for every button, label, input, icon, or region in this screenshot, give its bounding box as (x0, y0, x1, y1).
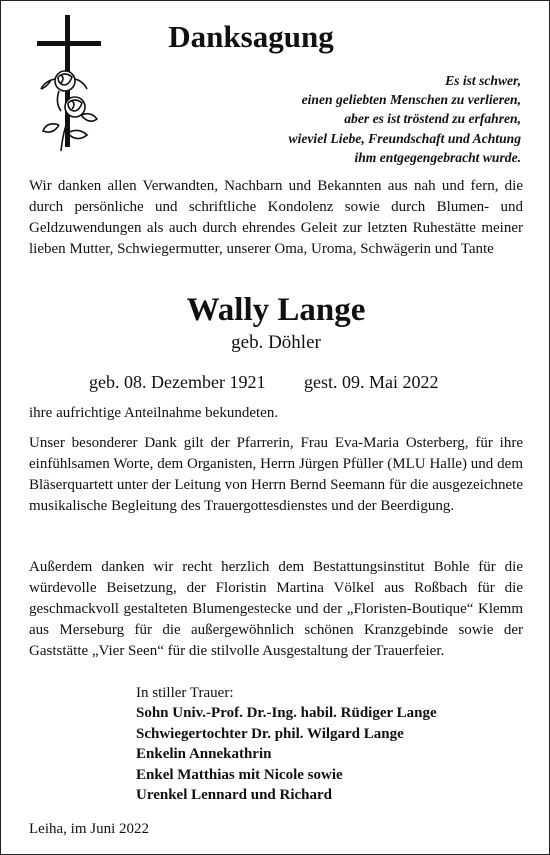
maiden-name: geb. Döhler (231, 332, 321, 353)
birth-date: geb. 08. Dezember 1921 (89, 372, 266, 392)
thanks-paragraph-services: Außerdem danken wir recht herzlich dem Bestattungsinstitut Bohle für die würdevolle Beisetzung, der Floristin Martina Völkel aus Roßbach für die geschmackvoll gestalteten Blumengestecke und der „Floristen-Boutique“ Klemm aus Merseburg für die außergewöhnlich schönen Kranzgebinde sowie der Gaststätte „Vier Seen“ für die stilvolle Ausgestaltung der Trauerfeier. (29, 559, 523, 659)
deceased-name: Wally Lange (186, 292, 366, 328)
quote-line: einen geliebten Menschen zu verlieren, (301, 92, 521, 108)
condolence-line: ihre aufrichtige Anteilnahme bekundeten. (29, 405, 279, 421)
quote-line: aber es ist tröstend zu erfahren, (344, 111, 521, 127)
mourner: Schwiegertochter Dr. phil. Wilgard Lange (136, 725, 404, 742)
cross-with-roses-icon (31, 15, 109, 155)
quote-line: Es ist schwer, (445, 73, 521, 88)
notice-title: Danksagung (168, 19, 334, 54)
death-date: gest. 09. Mai 2022 (304, 372, 439, 392)
quote-line: ihm entgegengebracht wurde. (354, 149, 521, 165)
mourning-label: In stiller Trauer: (136, 685, 234, 701)
mourners-list (136, 703, 437, 806)
mourner: Enkel Matthias mit Nicole sowie (136, 766, 343, 783)
quote (161, 71, 521, 167)
mourner: Enkelin Annekathrin (136, 746, 272, 762)
place-and-date: Leiha, im Juni 2022 (29, 821, 149, 837)
intro-paragraph: Wir danken allen Verwandten, Nachbarn und Bekannten aus nah und fern, die durch persönliche und schriftliche Kondolenz sowie durch Blumen- und Geldzuwendungen als auch durch ehrendes Geleit zur letzten Ruhestätte meiner lieben Mutter, Schwiegermutter, unserer Oma, Uroma, Schwägerin und Tante (29, 178, 523, 257)
mourner: Sohn Univ.-Prof. Dr.-Ing. habil. Rüdiger Lange (136, 705, 437, 721)
quote-line: wieviel Liebe, Freundschaft und Achtung (288, 130, 521, 146)
thanks-paragraph-clergy: Unser besonderer Dank gilt der Pfarrerin, Frau Eva-Maria Osterberg, für ihre einfühlsamen Worte, dem Organisten, Herrn Jürgen Pfüller (MLU Halle) und dem Bläserquartett unter der Leitung von Herrn Bernd Seemann für die ausgezeichnete musikalische Begleitung des Trauergottesdienstes und der Beerdigung. (29, 435, 523, 514)
mourner: Urenkel Lennard und Richard (136, 787, 333, 803)
